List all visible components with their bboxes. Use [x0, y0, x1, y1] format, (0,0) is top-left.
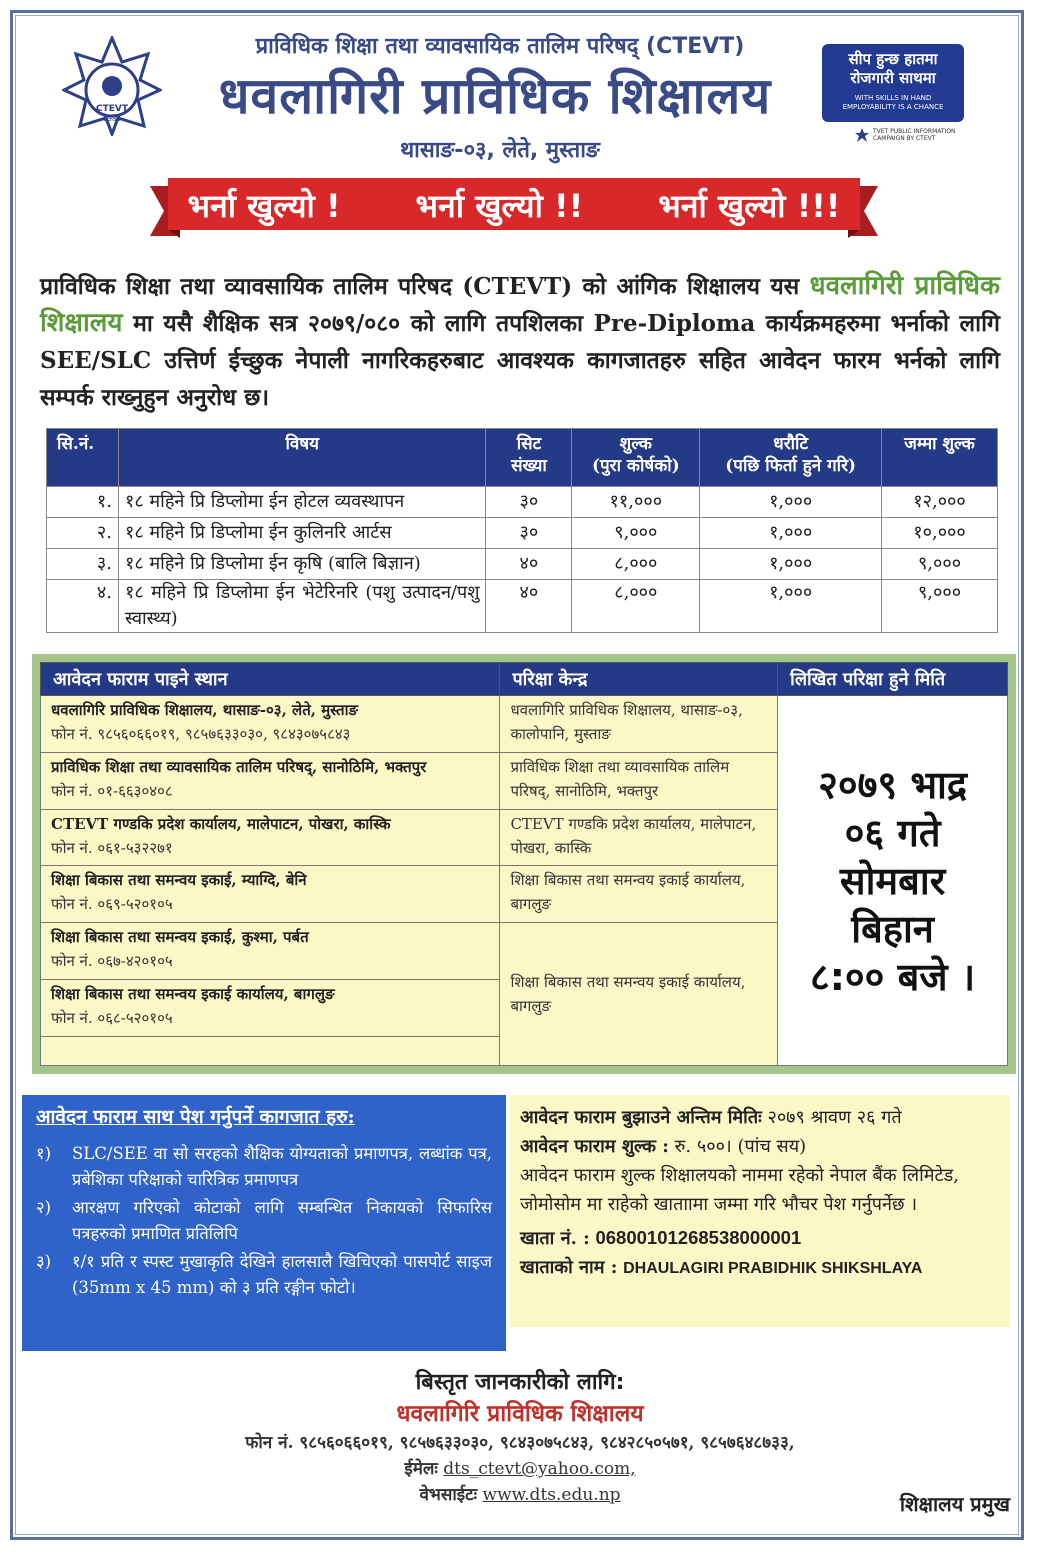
banner-text-3: भर्ना खुल्यो !!!	[658, 187, 841, 225]
header-seats-1: सिट	[516, 434, 542, 454]
center-cell: प्राविधिक शिक्षा तथा व्यावसायिक तालिम परिषद्, सानोठिमि, भक्तपुर	[500, 752, 778, 809]
deadline-line	[520, 1103, 1000, 1132]
fee-label: आवेदन फाराम शुल्क :	[520, 1136, 669, 1157]
footer-email	[300, 1456, 740, 1479]
row-subject: १८ महिने प्रि डिप्लोमा ईन होटल व्यवस्थापन	[118, 487, 486, 518]
header-center: परिक्षा केन्द्र	[500, 663, 778, 696]
course-table	[46, 428, 998, 633]
place-cell	[41, 923, 500, 980]
row-total: ९,०००	[882, 549, 998, 580]
campaign-line1: TVET PUBLIC INFORMATION	[873, 128, 956, 135]
row-total: १०,०००	[882, 518, 998, 549]
account-label: खाता नं. :	[520, 1228, 590, 1249]
account-name-line	[520, 1253, 1000, 1283]
row-subject: १८ महिने प्रि डिप्लोमा ईन कुलिनरि आर्टस	[118, 518, 486, 549]
intro-part1: प्राविधिक शिक्षा तथा व्यावसायिक तालिम परिषद (CTEVT) को आंगिक शिक्षालय यस	[40, 273, 800, 300]
place-phone: फोन नं. ०६९-५२०१०५	[51, 895, 173, 914]
date-line2: ०६ गते	[844, 810, 941, 855]
row-fee: ८,०००	[572, 580, 700, 633]
row-total: ९,०००	[882, 580, 998, 633]
email-link[interactable]: dts_ctevt@yahoo.com,	[443, 1459, 636, 1479]
badge-en1: WITH SKILLS IN HAND	[854, 94, 932, 102]
school-address: थासाङ-०३, लेते, मुस्ताङ	[400, 138, 600, 163]
exam-date	[778, 696, 1008, 1066]
email-label: ईमेलः	[404, 1459, 438, 1479]
account-name-label: खाताको नाम :	[520, 1257, 618, 1278]
header-date: लिखित परिक्षा हुने मिति	[778, 663, 1008, 696]
item-number: २)	[36, 1198, 52, 1217]
header-sn: सि.नं.	[47, 429, 119, 487]
logo-year: 1989	[103, 115, 121, 123]
ctevt-logo-icon	[62, 36, 162, 136]
school-title: धवलागिरी प्राविधिक शिक्षालय	[218, 67, 772, 125]
logo-text: CTEVT	[96, 104, 128, 114]
place-cell	[41, 809, 500, 866]
badge-en2: EMPLOYABILITY IS A CHANCE	[842, 103, 944, 111]
item-number: ३)	[36, 1252, 52, 1271]
row-deposit: १,०००	[700, 487, 882, 518]
header-fee	[572, 429, 700, 487]
date-line5: ८:०० बजे ।	[809, 954, 976, 999]
row-subject: १८ महिने प्रि डिप्लोमा ईन कृषि (बालि बिज्ञान)	[118, 549, 486, 580]
ribbon-text	[150, 184, 878, 227]
row-deposit: १,०००	[700, 580, 882, 633]
fee-note: आवेदन फाराम शुल्क शिक्षालयको नाममा रहेको नेपाल बैंक लिमिटेड, जोमोसोम मा राहेको खाताामा जम्मा गरि भौचर पेश गर्नुपर्नेछ ।	[520, 1165, 959, 1215]
row-seats: ४०	[486, 580, 572, 633]
council-name: प्राविधिक शिक्षा तथा व्यावसायिक तालिम परिषद् (CTEVT)	[255, 34, 745, 59]
center-cell: CTEVT गण्डकि प्रदेश कार्यालय, मालेपाटन, पोखरा, कास्कि	[500, 809, 778, 866]
header-seats-2: संख्या	[511, 456, 547, 476]
campaign-note	[855, 128, 965, 142]
item-text: आरक्षण गरिएको कोटाको लागि सम्बन्धित निकायको सिफारिस पत्रहरुको प्रमाणित प्रतिलिपि	[72, 1198, 492, 1243]
row-subject: १८ महिने प्रि डिप्लोमा ईन भेटेरिनरि (पशु उत्पादन/पशु स्वास्थ्य)	[118, 580, 486, 633]
banner-text-2: भर्ना खुल्यो !!	[415, 187, 584, 225]
item-text: १/१ प्रति र स्पस्ट मुखाकृति देखिने हालसालै खिचिएको पासपोर्ट साइज (35mm x 45 mm) को ३ प्रति रङ्गीन फोटो।	[72, 1252, 492, 1297]
place-name: CTEVT गण्डकि प्रदेश कार्यालय, मालेपाटन, पोखरा, कास्कि	[51, 814, 391, 833]
header-seats	[486, 429, 572, 487]
date-line1: २०७९ भाद्र	[818, 762, 968, 807]
header-deposit-1: धरौटि	[773, 434, 809, 454]
row-deposit: १,०००	[700, 518, 882, 549]
fee-line	[520, 1132, 1000, 1161]
row-deposit: १,०००	[700, 549, 882, 580]
place-name: धवलागिरि प्राविधिक शिक्षालय, थासाङ-०३, लेते, मुस्ताङ	[51, 701, 359, 719]
place-cell	[41, 752, 500, 809]
banner-text-1: भर्ना खुल्यो !	[187, 187, 341, 225]
center-cell: शिक्षा बिकास तथा समन्वय इकाई कार्यालय, बागलुङ	[500, 923, 778, 1066]
footer-website	[300, 1482, 740, 1505]
badge-line1: सीप हुन्छ हातमा	[848, 50, 938, 68]
date-line3: सोमबार	[839, 858, 946, 903]
row-total: १२,०००	[882, 487, 998, 518]
website-label: वेभसाईटः	[419, 1485, 478, 1505]
documents-title: आवेदन फाराम साथ पेश गर्नुपर्ने कागजात हरु:	[36, 1106, 355, 1128]
website-link[interactable]: www.dts.edu.np	[482, 1485, 621, 1505]
place-phone: फोन नं. ०१-६६३०४०८	[51, 781, 173, 800]
place-phone: फोन नं. ०६७-४२०१०५	[51, 952, 173, 971]
place-cell	[41, 866, 500, 923]
header-total: जम्मा शुल्क	[882, 429, 998, 487]
date-line4: बिहान	[851, 906, 934, 951]
footer-school: धवलागिरि प्राविधिक शिक्षालय	[396, 1401, 644, 1427]
account-number: 06800101268538000001	[595, 1227, 802, 1248]
badge-line2: रोजगारी साथमा	[850, 69, 936, 87]
skill-badge	[822, 44, 964, 122]
account-line	[520, 1223, 1000, 1253]
table-row	[47, 518, 998, 549]
place-phone: फोन नं. ०६१-५३२२७१	[51, 838, 173, 857]
list-item	[36, 1141, 492, 1193]
footer-title: बिस्तृत जानकारीको लागि:	[415, 1370, 625, 1395]
row-fee: ९,०००	[572, 518, 700, 549]
header-fee-1: शुल्क	[619, 434, 652, 454]
place-name: शिक्षा बिकास तथा समन्वय इकाई कार्यालय, बागलुङ	[51, 985, 335, 1004]
campaign-line2: CAMPAIGN BY CTEVT	[873, 135, 936, 142]
table-row	[47, 487, 998, 518]
place-name: शिक्षा बिकास तथा समन्वय इकाई, कुश्मा, पर्बत	[51, 928, 309, 947]
center-cell: शिक्षा बिकास तथा समन्वय इकाई कार्यालय, बागलुङ	[500, 866, 778, 923]
footer-phones: फोन नं. ९८५६०६६०१९, ९८५७६३३०३०, ९८४३०७५८४३, ९८४२८५०५७१, ९८५७६४८७३३,	[245, 1433, 795, 1453]
item-number: १)	[36, 1144, 52, 1163]
row-sn: ४.	[47, 580, 119, 633]
row-seats: ३०	[486, 487, 572, 518]
course-table-header	[47, 429, 998, 487]
place-cell	[41, 980, 500, 1037]
intro-part2: मा यसै शैक्षिक सत्र २०७९/०८० को लागि तपशिलका Pre-Diploma कार्यक्रमहरुमा भर्नाको लागि SEE/SLC उत्तिर्ण ईच्छुक नेपाली नागरिकहरुबाट आवश्यक कागजातहरु सहित आवेदन फारम भर्नको लागि सम्पर्क राख्नुहुन अनुरोध छ।	[40, 310, 1000, 411]
row-sn: ३.	[47, 549, 119, 580]
exam-table	[40, 662, 1008, 1066]
list-item	[36, 1249, 492, 1301]
table-row	[47, 580, 998, 633]
required-documents	[22, 1095, 506, 1351]
row-sn: १.	[47, 487, 119, 518]
exam-table-header	[41, 663, 1008, 696]
place-name: शिक्षा बिकास तथा समन्वय इकाई, म्याग्दि, बेनि	[51, 871, 307, 890]
item-text: SLC/SEE वा सो सरहको शैक्षिक योग्यताको प्रमाणपत्र, लब्धांक पत्र, प्रबेशिका परिक्षाको चारित्रिक प्रमाणपत्र	[72, 1144, 492, 1189]
place-name: प्राविधिक शिक्षा तथा व्यावसायिक तालिम परिषद्, सानोठिमि, भक्तपुर	[51, 757, 427, 776]
intro-school: धवलागिरी प्राविधिक शिक्षालय	[40, 271, 1000, 338]
deadline-value: २०७९ श्रावण २६ गते	[767, 1107, 902, 1128]
place-phone: फोन नं. ९८५६०६६०१९, ९८५७६३३०३०, ९८४३०७५८४३	[51, 725, 351, 743]
header-subject: विषय	[118, 429, 486, 487]
row-fee: ८,०००	[572, 549, 700, 580]
header-deposit-2: (पछि फिर्ता हुने गरि)	[725, 456, 857, 476]
exam-row	[41, 696, 1008, 753]
exam-info-panel	[32, 654, 1016, 1074]
row-sn: २.	[47, 518, 119, 549]
table-row	[47, 549, 998, 580]
account-name: DHAULAGIRI PRABIDHIK SHIKSHLAYA	[623, 1260, 923, 1277]
intro-paragraph	[40, 268, 1000, 416]
place-cell	[41, 696, 500, 753]
header-deposit	[700, 429, 882, 487]
list-item	[36, 1195, 492, 1247]
header-place: आवेदन फाराम पाइने स्थान	[41, 663, 500, 696]
fee-value: रु. ५००। (पांच सय)	[674, 1136, 807, 1157]
header-fee-2: (पुरा कोर्षको)	[591, 456, 680, 476]
row-fee: ११,०००	[572, 487, 700, 518]
signature-title: शिक्षालय प्रमुख	[899, 1492, 1010, 1516]
fee-info	[510, 1095, 1010, 1327]
place-cell-empty	[41, 1037, 500, 1066]
place-phone: फोन नं. ०६८-५२०१०५	[51, 1009, 173, 1028]
campaign-logo-icon	[855, 128, 869, 142]
row-seats: ३०	[486, 518, 572, 549]
deadline-label: आवेदन फाराम बुझाउने अन्तिम मितिः	[520, 1107, 762, 1128]
row-seats: ४०	[486, 549, 572, 580]
center-cell: धवलागिरि प्राविधिक शिक्षालय, थासाङ-०३, कालोपानि, मुस्ताङ	[500, 696, 778, 753]
